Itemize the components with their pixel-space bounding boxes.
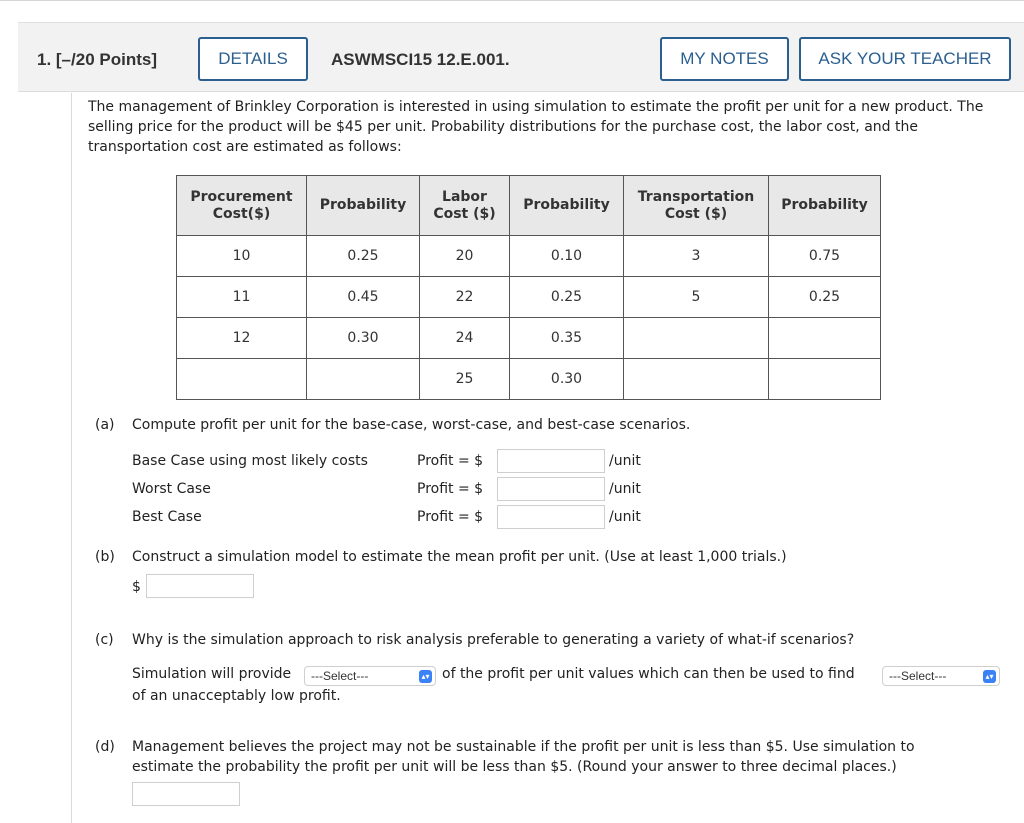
- table-cell: 10: [177, 236, 307, 277]
- table-cell: [624, 318, 769, 359]
- table-cell: 25: [420, 359, 510, 400]
- best-case-label: Best Case: [132, 509, 202, 525]
- part-d-prompt-line2: estimate the probability the profit per unit will be less than $5. (Round your answer to three decimal places.): [132, 759, 897, 775]
- table-cell: 22: [420, 277, 510, 318]
- part-c-sentence-end: of an unacceptably low profit.: [132, 688, 341, 704]
- part-c-label: (c): [95, 632, 114, 648]
- part-c-prompt: Why is the simulation approach to risk analysis preferable to generating a variety of what-if scenarios?: [132, 632, 855, 648]
- header-probability: Probability: [769, 176, 881, 236]
- part-c-sentence-start: Simulation will provide: [132, 666, 292, 682]
- table-cell: [307, 359, 420, 400]
- my-notes-button[interactable]: MY NOTES: [660, 37, 789, 81]
- part-a-prompt: Compute profit per unit for the base-case, worst-case, and best-case scenarios.: [132, 417, 691, 433]
- table-cell: 24: [420, 318, 510, 359]
- question-intro: The management of Brinkley Corporation is interested in using simulation to estimate the profit per unit for a new product. The selling price for the product will be $45 per unit. Probability distributions for the purchase cost, the labor cost, and the transportation cost are estimated as follows:: [88, 99, 984, 155]
- select-1-value: ---Select---: [311, 669, 369, 683]
- part-c-select-1[interactable]: [304, 666, 436, 686]
- worst-case-label: Worst Case: [132, 481, 211, 497]
- table-row: [177, 236, 881, 277]
- base-case-unit: /unit: [609, 453, 641, 469]
- header-labor-cost: Labor Cost ($): [420, 176, 510, 236]
- distribution-table: [176, 175, 881, 400]
- worst-case-unit: /unit: [609, 481, 641, 497]
- table-cell: 0.45: [307, 277, 420, 318]
- question-header: [18, 22, 1024, 92]
- table-cell: 0.25: [769, 277, 881, 318]
- part-b-label: (b): [95, 549, 115, 565]
- table-cell: 0.35: [510, 318, 624, 359]
- table-cell: [769, 359, 881, 400]
- table-cell: 20: [420, 236, 510, 277]
- best-case-profit-input[interactable]: [497, 505, 605, 529]
- ask-teacher-button[interactable]: ASK YOUR TEACHER: [799, 37, 1011, 81]
- question-number-points: 1. [–/20 Points]: [37, 50, 157, 69]
- header-probability: Probability: [510, 176, 624, 236]
- part-b-currency: $: [132, 579, 141, 595]
- table-cell: 0.25: [307, 236, 420, 277]
- table-cell: 0.75: [769, 236, 881, 277]
- table-row: [177, 359, 881, 400]
- header-procurement-cost: Procurement Cost($): [177, 176, 307, 236]
- part-d-label: (d): [95, 739, 115, 755]
- base-case-profit-label: Profit = $: [417, 453, 484, 469]
- table-cell: 12: [177, 318, 307, 359]
- table-row: [177, 318, 881, 359]
- header-transportation-cost: Transportation Cost ($): [624, 176, 769, 236]
- part-a-label: (a): [95, 417, 115, 433]
- part-b-prompt: Construct a simulation model to estimate the mean profit per unit. (Use at least 1,000 trials.): [132, 549, 787, 565]
- table-cell: [769, 318, 881, 359]
- best-case-profit-label: Profit = $: [417, 509, 484, 525]
- table-cell: [177, 359, 307, 400]
- table-cell: 0.30: [510, 359, 624, 400]
- worst-case-profit-input[interactable]: [497, 477, 605, 501]
- table-cell: 3: [624, 236, 769, 277]
- details-button[interactable]: DETAILS: [198, 37, 308, 81]
- mean-profit-input[interactable]: [146, 574, 254, 598]
- table-cell: 5: [624, 277, 769, 318]
- part-c-select-2[interactable]: [882, 666, 1000, 686]
- select-2-value: ---Select---: [889, 669, 947, 683]
- top-divider: [0, 0, 1024, 1]
- table-cell: [624, 359, 769, 400]
- table-cell: 0.25: [510, 277, 624, 318]
- table-cell: 0.10: [510, 236, 624, 277]
- table-cell: 0.30: [307, 318, 420, 359]
- question-code: ASWMSCI15 12.E.001.: [331, 50, 510, 69]
- table-header-row: [177, 176, 881, 236]
- content-left-border: [71, 93, 72, 823]
- base-case-label: Base Case using most likely costs: [132, 453, 368, 469]
- header-probability: Probability: [307, 176, 420, 236]
- table-row: [177, 277, 881, 318]
- part-c-sentence-mid: of the profit per unit values which can then be used to find: [442, 666, 855, 682]
- probability-input[interactable]: [132, 782, 240, 806]
- part-d-prompt-line1: Management believes the project may not be sustainable if the profit per unit is less than $5. Use simulation to: [132, 739, 915, 755]
- best-case-unit: /unit: [609, 509, 641, 525]
- updown-chevron-icon: ▴▾: [983, 670, 996, 683]
- table-cell: 11: [177, 277, 307, 318]
- worst-case-profit-label: Profit = $: [417, 481, 484, 497]
- base-case-profit-input[interactable]: [497, 449, 605, 473]
- updown-chevron-icon: ▴▾: [419, 670, 432, 683]
